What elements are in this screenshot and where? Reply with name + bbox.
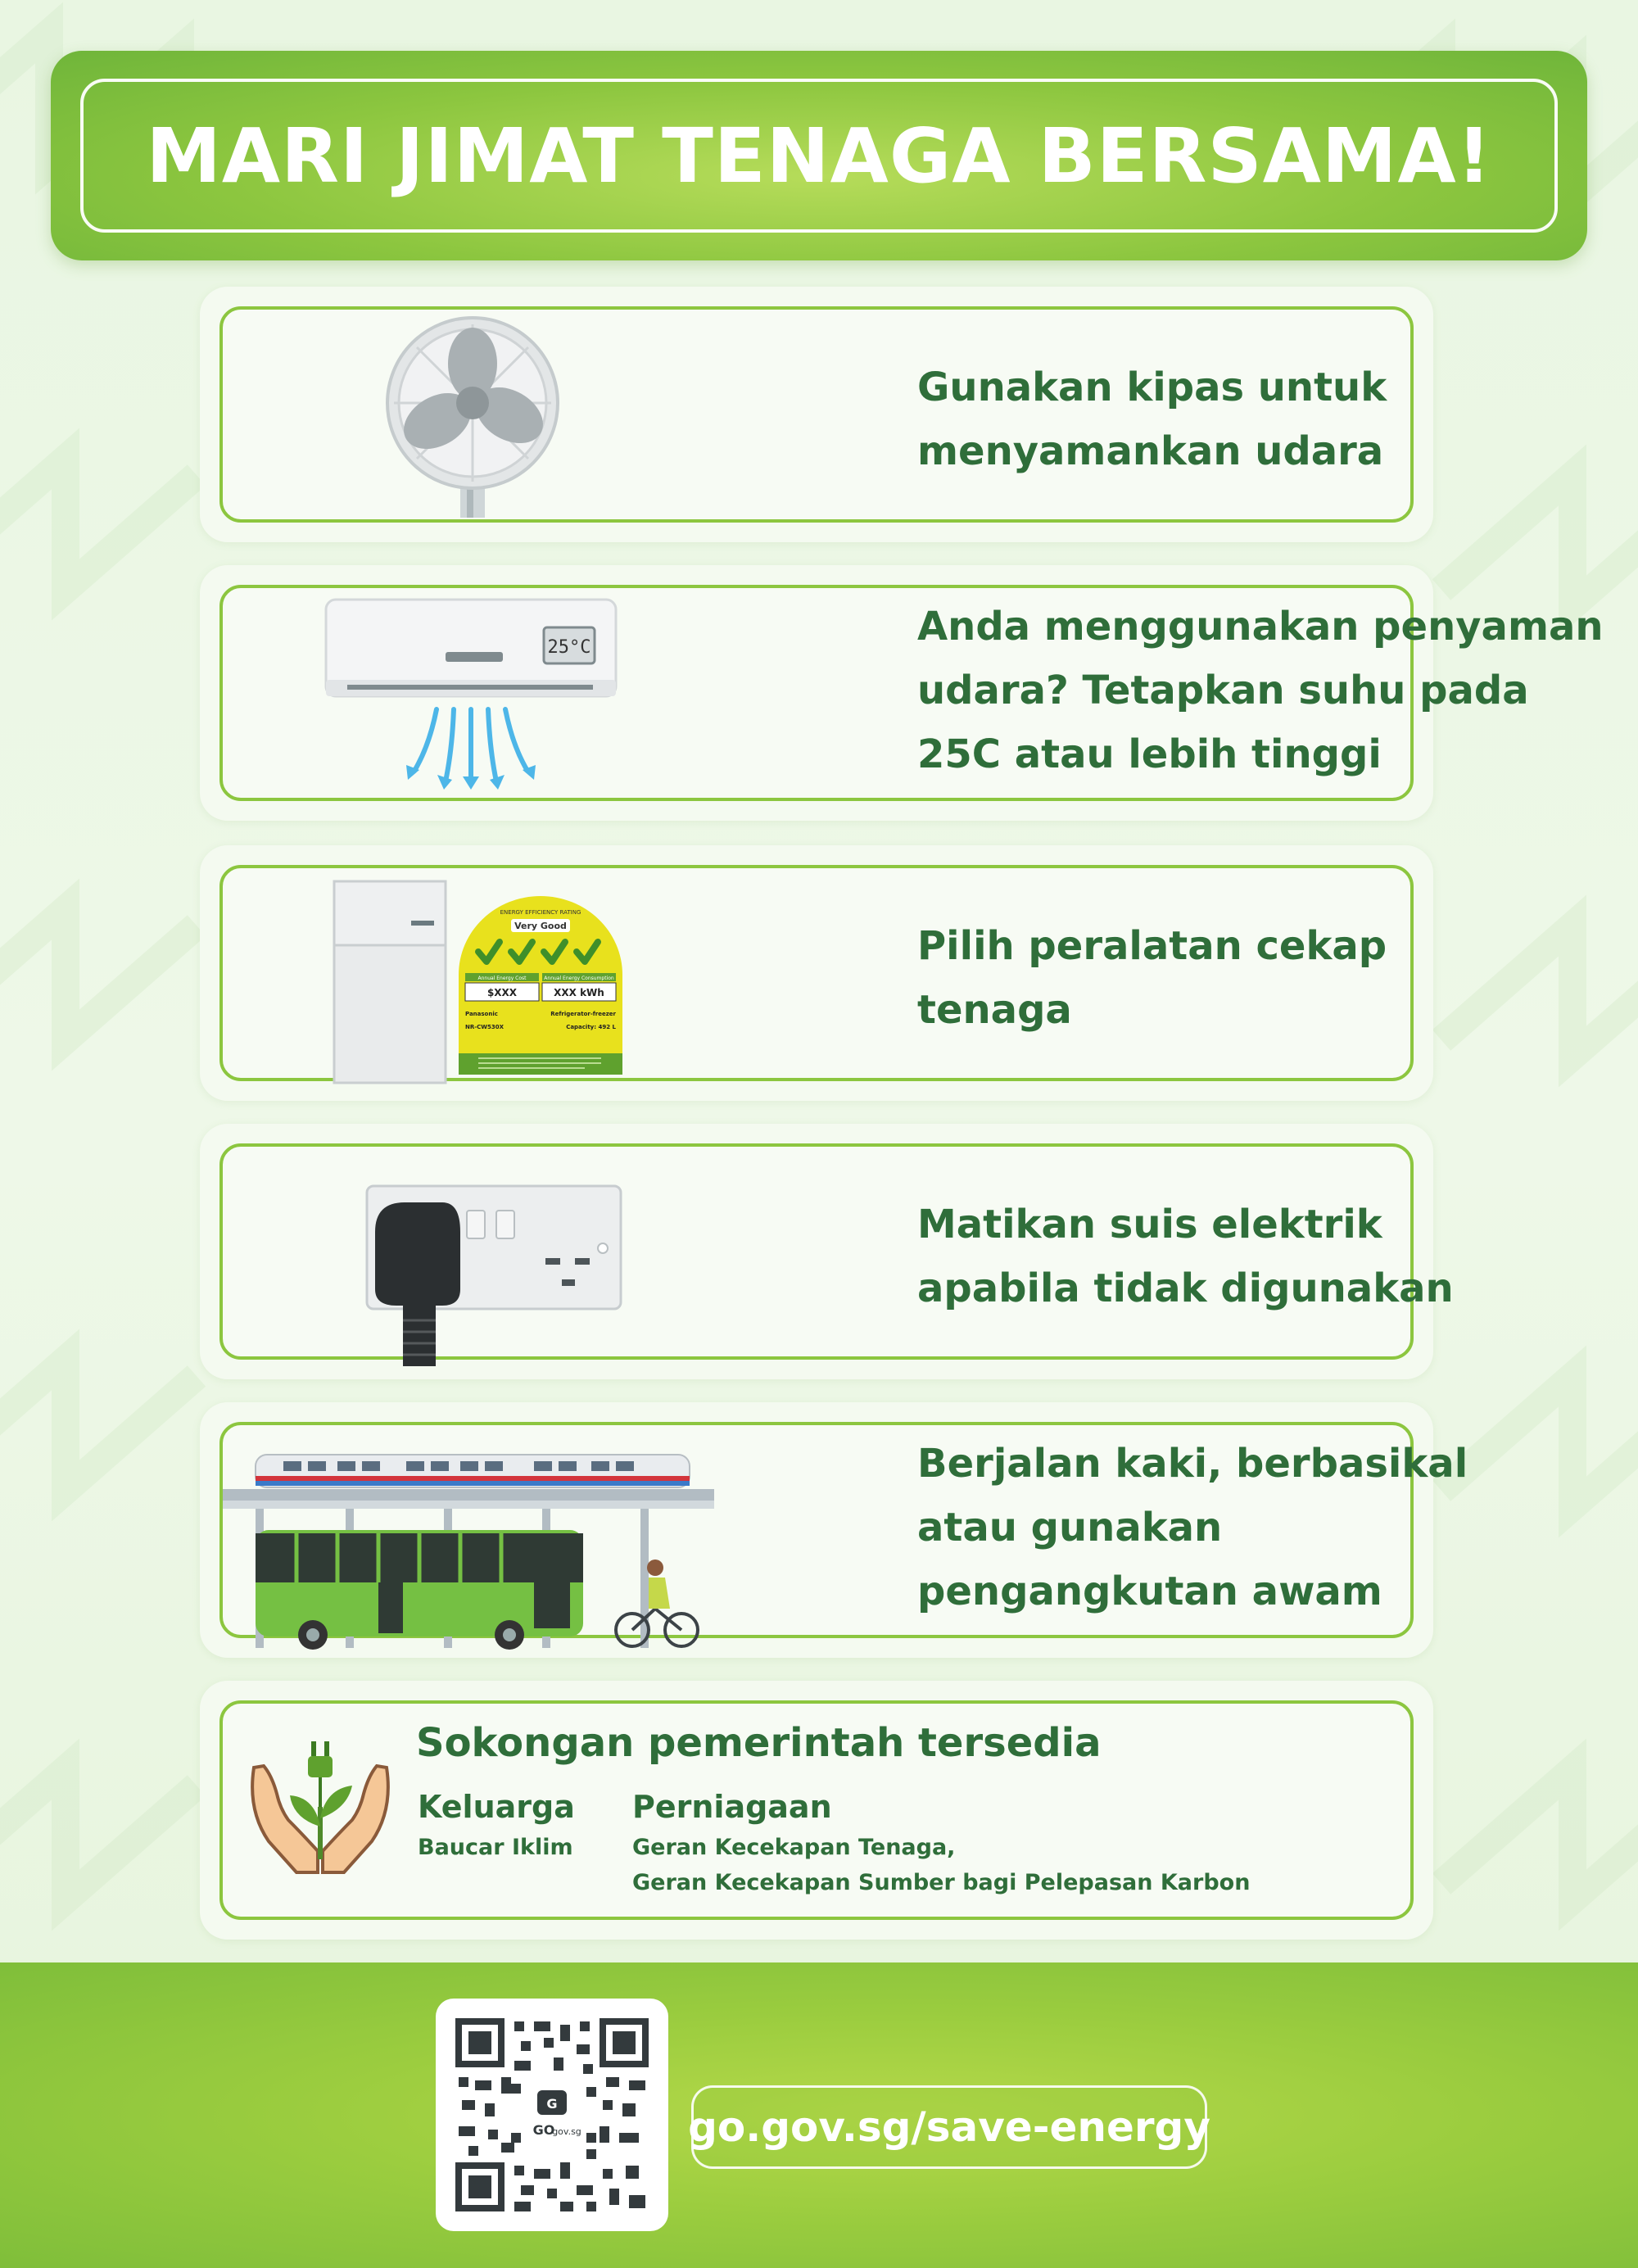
tip-line: Pilih peralatan cekap [917, 923, 1387, 969]
svg-text:G: G [546, 2096, 558, 2112]
tip-line: Gunakan kipas untuk [917, 364, 1387, 410]
tip-card-appliance [200, 845, 1433, 1101]
tip-line: atau gunakan [917, 1505, 1223, 1550]
tip-line: udara? Tetapkan suhu pada [917, 668, 1529, 713]
household-title: Keluarga [418, 1789, 575, 1825]
url-link[interactable] [688, 2085, 1210, 2169]
energy-label-type: Refrigerator-freezer [550, 1011, 616, 1017]
energy-label-rating: Very Good [514, 921, 567, 931]
support-title: Sokongan pemerintah tersedia [416, 1720, 1102, 1766]
business-item: Geran Kecekapan Tenaga, [632, 1835, 956, 1860]
tip-card-switch [200, 1124, 1454, 1379]
tip-line: Berjalan kaki, berbasikal [917, 1441, 1468, 1487]
energy-label-brand: Panasonic [465, 1011, 498, 1017]
qr-code-pattern [455, 2018, 649, 2211]
tip-line: tenaga [917, 987, 1072, 1033]
energy-label-heading: ENERGY EFFICIENCY RATING [500, 909, 581, 916]
tip-card-transport [200, 1402, 1468, 1658]
energy-label-capacity: Capacity: 492 L [566, 1024, 616, 1030]
power-plug-icon [364, 1183, 626, 1368]
public-transport-icon [223, 1448, 714, 1653]
energy-label-model: NR-CW530X [465, 1024, 505, 1030]
tip-card-fan [200, 287, 1433, 542]
tip-line: pengangkutan awam [917, 1569, 1382, 1614]
tip-text-aircon [917, 595, 1604, 786]
hands-plant-plug-icon [244, 1728, 396, 1881]
fan-icon [378, 313, 567, 518]
qr-badge-subtext: gov.sg [552, 2126, 581, 2137]
thermostat-display: 25°C [547, 637, 591, 658]
air-conditioner-icon [323, 595, 619, 791]
household-item: Baucar Iklim [418, 1835, 573, 1860]
energy-label-cost-label: Annual Energy Cost [477, 976, 527, 981]
tip-line: apabila tidak digunakan [917, 1265, 1454, 1311]
qr-badge-text: GO [532, 2122, 555, 2138]
tip-text-switch [917, 1193, 1454, 1320]
qr-code[interactable] [436, 1999, 668, 2231]
tip-line: 25C atau lebih tinggi [917, 731, 1382, 777]
page-title: MARI JIMAT TENAGA BERSAMA! [146, 111, 1492, 200]
business-title: Perniagaan [632, 1789, 832, 1825]
tip-card-aircon [200, 565, 1604, 821]
tip-text-fan [917, 355, 1417, 483]
energy-label-icon [454, 893, 627, 1075]
tip-line: menyamankan udara [917, 428, 1384, 474]
header-banner [51, 51, 1587, 260]
tip-text-transport [917, 1432, 1468, 1623]
energy-label-cost: $XXX [486, 987, 518, 998]
business-item: Geran Kecekapan Sumber bagi Pelepasan Karbon [632, 1870, 1251, 1895]
header-frame [80, 79, 1558, 233]
energy-label-consumption-label: Annual Energy Consumption [544, 976, 614, 981]
url-text: go.gov.sg/save-energy [688, 2103, 1210, 2151]
tip-text-appliance [917, 914, 1417, 1042]
tip-line: Anda menggunakan penyaman [917, 604, 1604, 650]
tip-line: Matikan suis elektrik [917, 1202, 1382, 1247]
energy-label-consumption: XXX kWh [554, 987, 604, 998]
